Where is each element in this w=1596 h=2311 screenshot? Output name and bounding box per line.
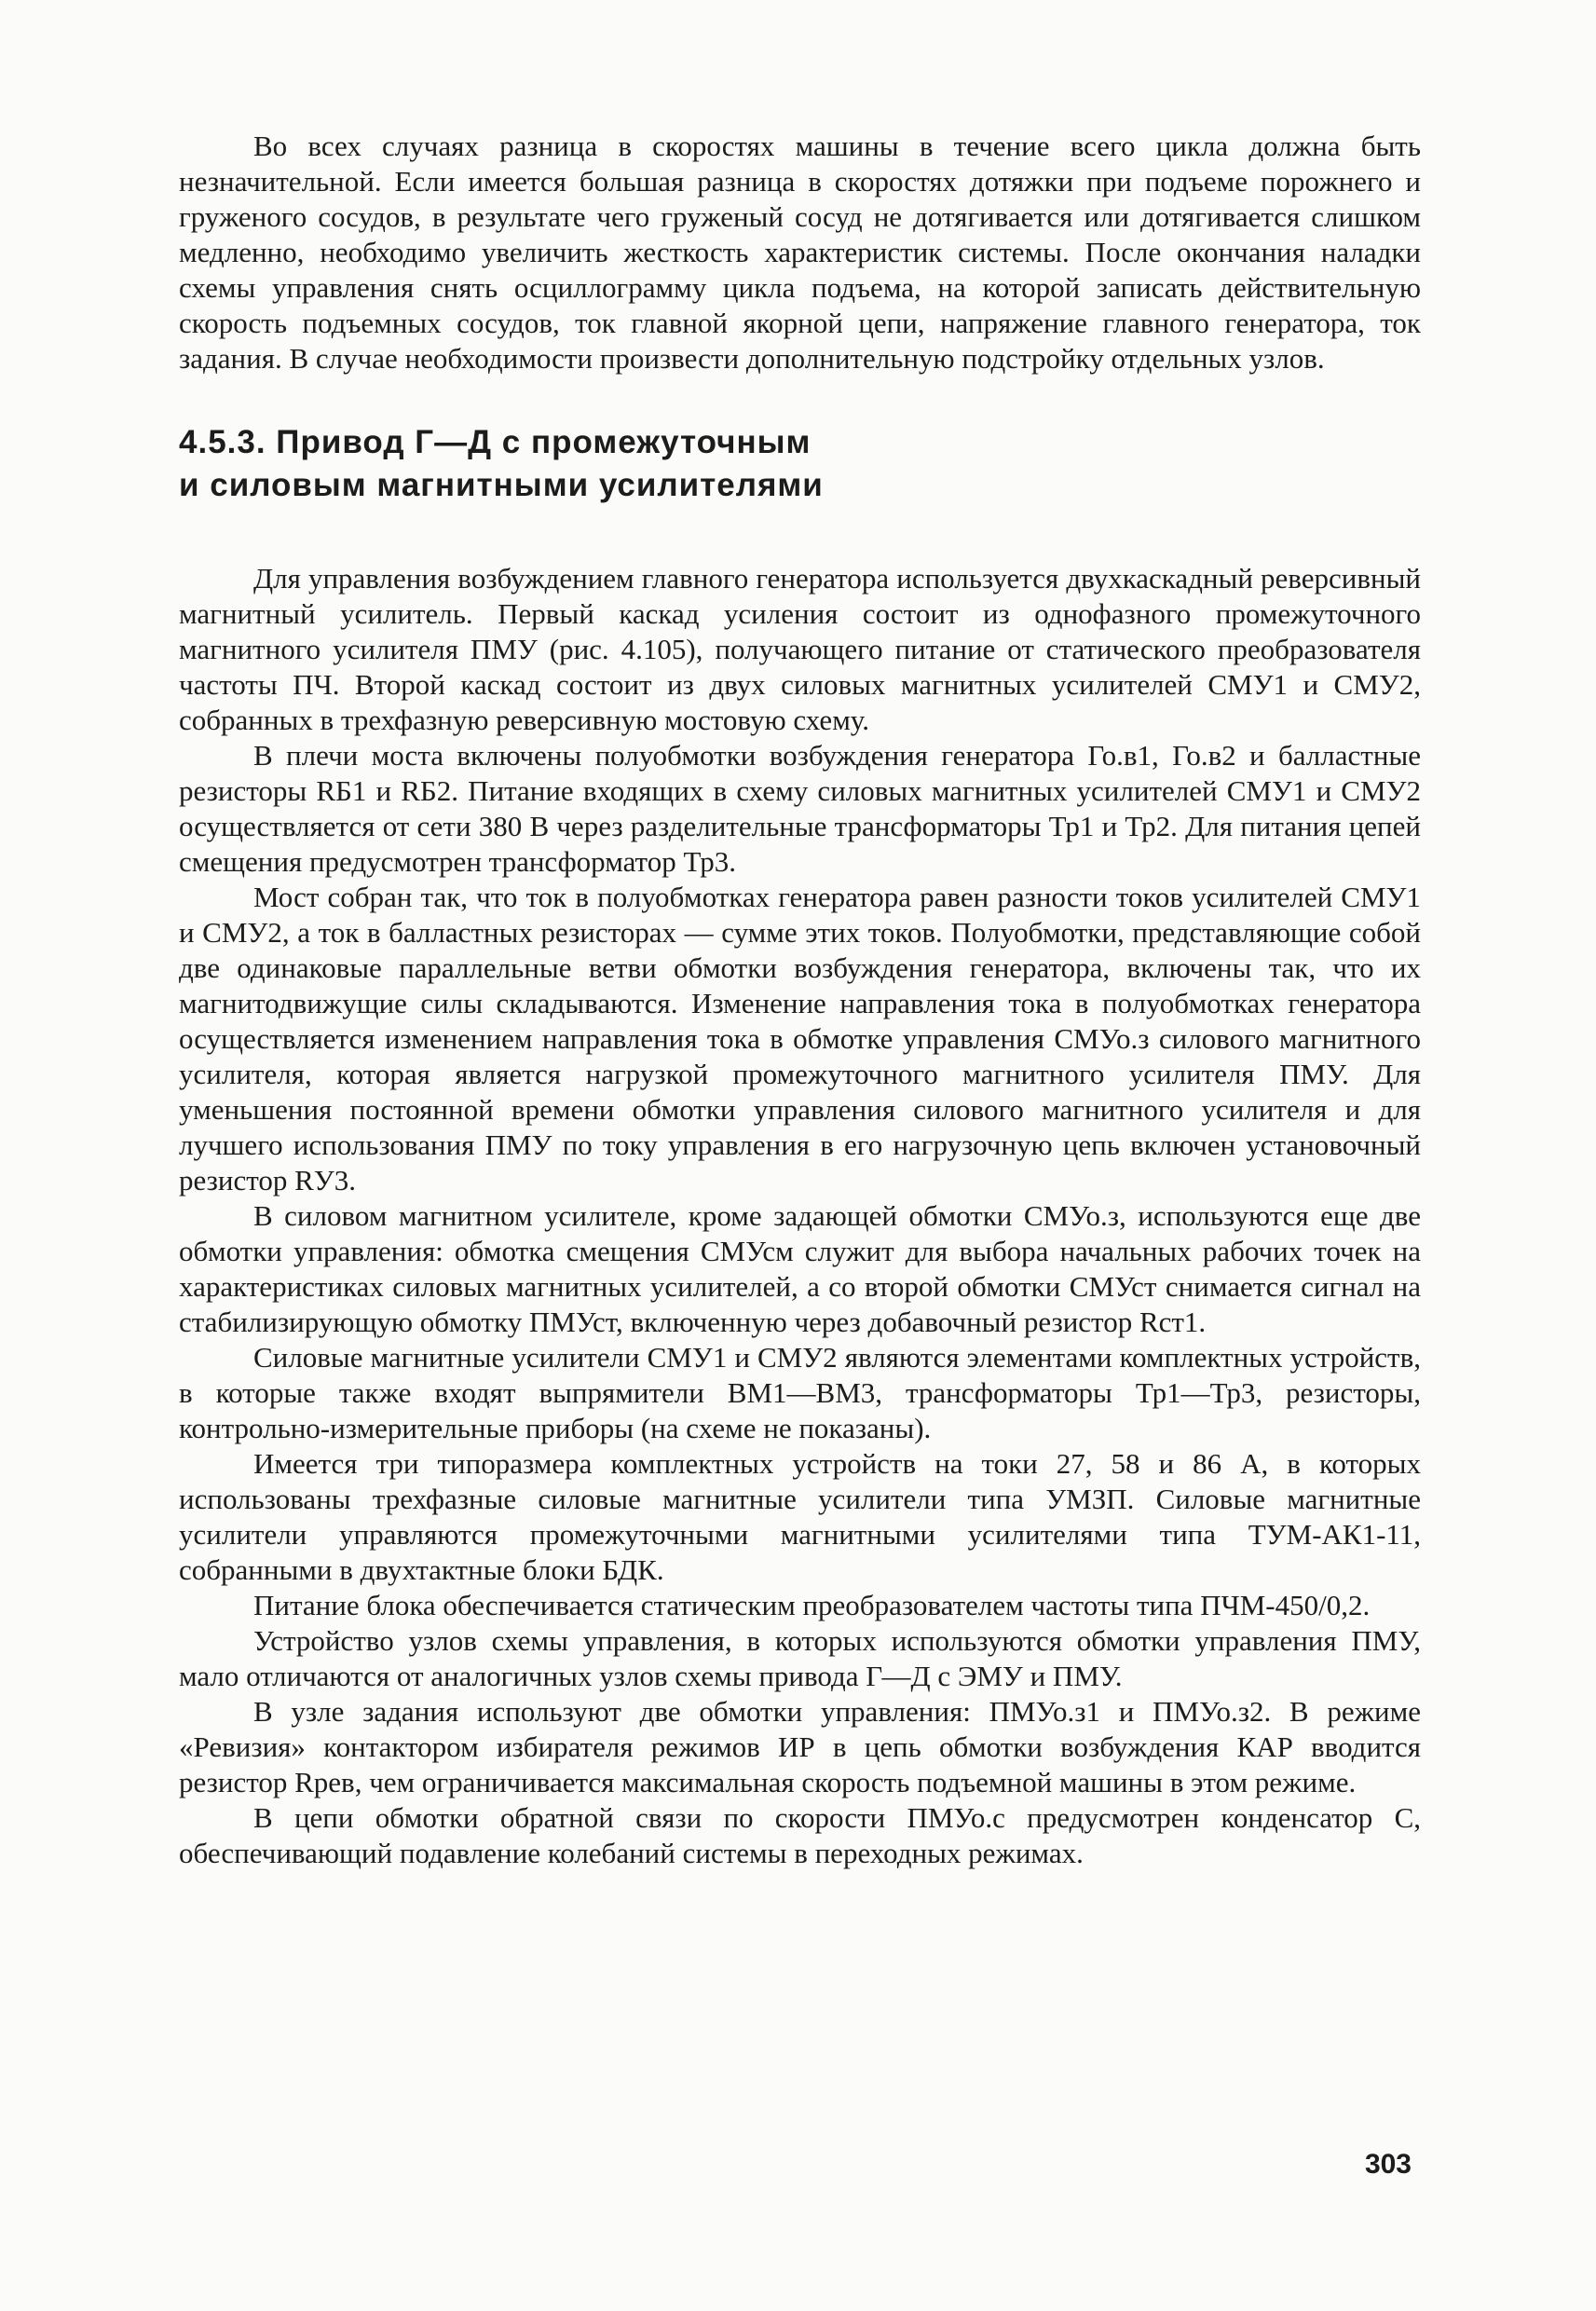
- paragraph-2: В плечи моста включены полуобмотки возбуждения генератора Го.в1, Го.в2 и балластные резисторы RБ1 и RБ2. Питание входящих в схему силовых магнитных усилителей СМУ1 и СМУ2 осуществляется от сети 380 В через разделительные трансформаторы Тр1 и Тр2. Для питания цепей смещения предусмотрен трансформатор Тр3.: [179, 739, 1421, 878]
- page-number: 303: [1364, 2149, 1412, 2180]
- section-heading: [179, 421, 1421, 507]
- paragraph-6: Имеется три типоразмера комплектных устройств на токи 27, 58 и 86 А, в которых использованы трехфазные силовые магнитные усилители типа УМЗП. Силовые магнитные усилители управляются промежуточными магнитными усилителями типа ТУМ-АК1-11, собранными в двухтактные блоки БДК.: [179, 1447, 1421, 1586]
- section-title-line1: 4.5.3. Привод Г—Д с промежуточным: [179, 424, 812, 460]
- page-content: [179, 129, 1421, 1871]
- paragraph-1: Для управления возбуждением главного генератора используется двухкаскадный реверсивный магнитный усилитель. Первый каскад усиления состоит из однофазного промежуточного магнитного усилителя ПМУ (рис. 4.105), получающего питание от статического преобразователя частоты ПЧ. Второй каскад состоит из двух силовых магнитных усилителей СМУ1 и СМУ2, собранных в трехфазную реверсивную мостовую схему.: [179, 562, 1421, 736]
- paragraph-4: В силовом магнитном усилителе, кроме задающей обмотки СМУо.з, используются еще две обмотки управления: обмотка смещения СМУсм служит для выбора начальных рабочих точек на характеристиках силовых магнитных усилителей, а со второй обмотки СМУст снимается сигнал на стабилизирующую обмотку ПМУст, включенную через добавочный резистор Rст1.: [179, 1199, 1421, 1338]
- section-title-line2: и силовым магнитными усилителями: [179, 467, 824, 503]
- intro-paragraph: Во всех случаях разница в скоростях машины в течение всего цикла должна быть незначительной. Если имеется большая разница в скоростях дотяжки при подъеме порожнего и груженого сосудов, в результате чего груженый сосуд не дотягивается или дотягивается слишком медленно, необходимо увеличить жесткость характеристик системы. После окончания наладки схемы управления снять осциллограмму цикла подъема, на которой записать действительную скорость подъемных сосудов, ток главной якорной цепи, напряжение главного генератора, ток задания. В случае необходимости произвести дополнительную подстройку отдельных узлов.: [179, 130, 1421, 375]
- paragraph-9: В узле задания используют две обмотки управления: ПМУо.з1 и ПМУо.з2. В режиме «Ревизия» контактором избирателя режимов ИР в цепь обмотки возбуждения КАР вводится резистор Rрев, чем ограничивается максимальная скорость подъемной машины в этом режиме.: [179, 1695, 1421, 1798]
- paragraph-7: Питание блока обеспечивается статическим преобразователем частоты типа ПЧМ-450/0,2.: [253, 1589, 1371, 1621]
- paragraph-5: Силовые магнитные усилители СМУ1 и СМУ2 являются элементами комплектных устройств, в которые также входят выпрямители ВМ1—ВМ3, трансформаторы Тр1—Тр3, резисторы, контрольно-измерительные приборы (на схеме не показаны).: [179, 1341, 1421, 1444]
- paragraph-10: В цепи обмотки обратной связи по скорости ПМУо.с предусмотрен конденсатор С, обеспечивающий подавление колебаний системы в переходных режимах.: [179, 1801, 1421, 1869]
- paragraph-3: Мост собран так, что ток в полуобмотках генератора равен разности токов усилителей СМУ1 и СМУ2, а ток в балластных резисторах — сумме этих токов. Полуобмотки, представляющие собой две одинаковые параллельные ветви обмотки возбуждения генератора, включены так, что их магнитодвижущие силы складываются. Изменение направления тока в полуобмотках генератора осуществляется изменением направления тока в обмотке управления СМУо.з силового магнитного усилителя, которая является нагрузкой промежуточного магнитного усилителя ПМУ. Для уменьшения постоянной времени обмотки управления силового магнитного усилителя и для лучшего использования ПМУ по току управления в его нагрузочную цепь включен установочный резистор RУ3.: [179, 881, 1421, 1197]
- paragraph-8: Устройство узлов схемы управления, в которых используются обмотки управления ПМУ, мало отличаются от аналогичных узлов схемы привода Г—Д с ЭМУ и ПМУ.: [179, 1624, 1421, 1692]
